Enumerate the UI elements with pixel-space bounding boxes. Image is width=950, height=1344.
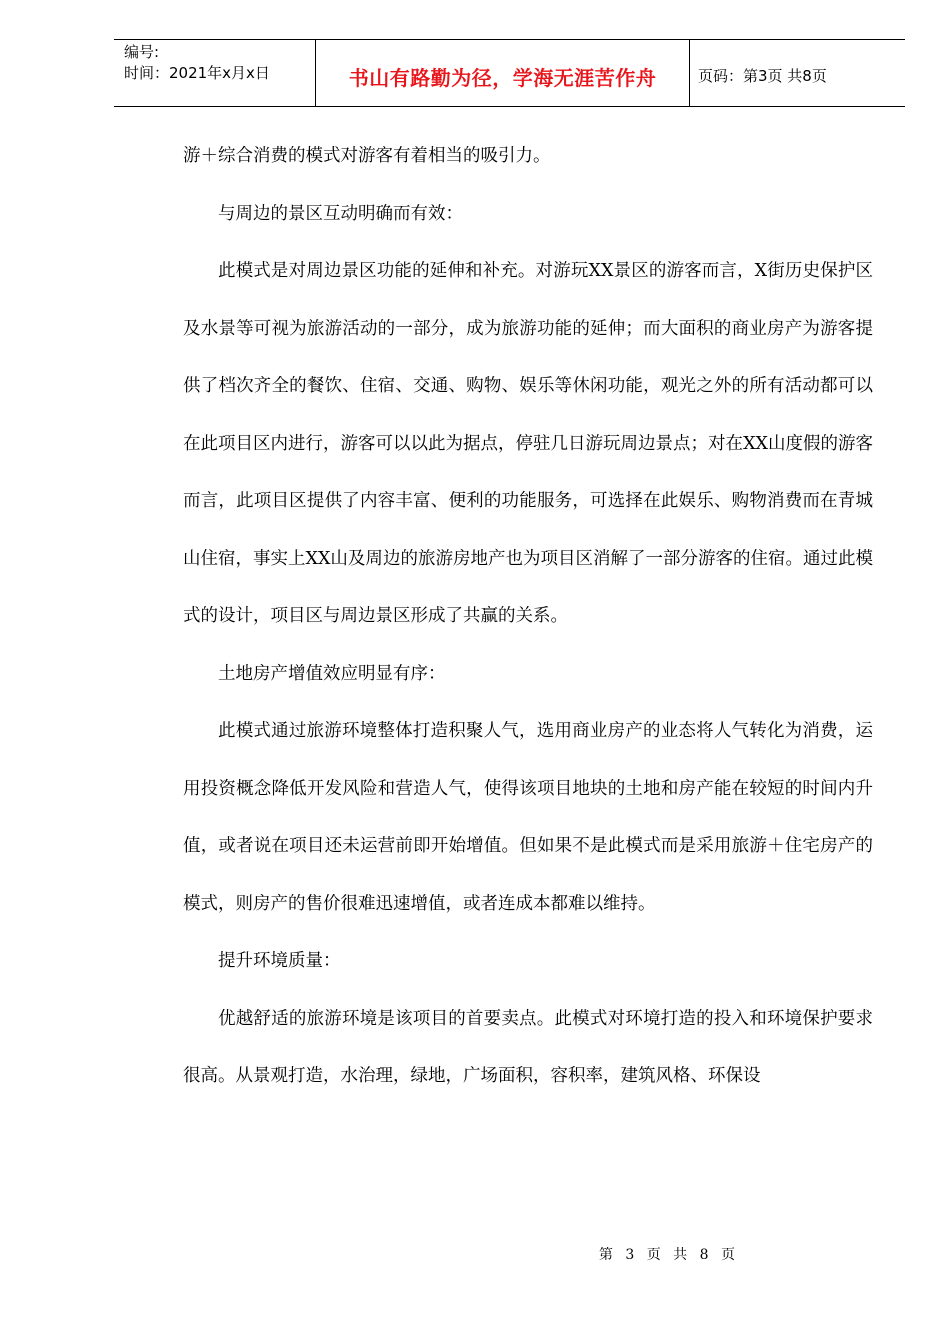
header-page-cell (690, 40, 905, 106)
paragraph-continuation: 游＋综合消费的模式对游客有着相当的吸引力。 (183, 146, 551, 166)
header-page-info: 页码：第3页 共8页 (698, 66, 827, 85)
document-body (183, 128, 873, 1106)
footer-page-number: 第 3 页 共 8 页 (598, 1247, 739, 1263)
header-motto-cell (316, 40, 690, 106)
motto-text: 书山有路勤为径，学海无涯苦作舟 (348, 65, 657, 90)
code-label: 编号: (124, 43, 160, 61)
paragraph-appreciation: 此模式通过旅游环境整体打造积聚人气，选用商业房产的业态将人气转化为消费，运用投资概念降低开发风险和营造人气，使得该项目地块的土地和房产能在较短的时间内升值，或者说在项目还未运营前即开始增值。但如果不是此模式而是采用旅游＋住宅房产的模式，则房产的售价很难迅速增值，或者连成本都难以维持。 (183, 721, 873, 914)
section-heading-interaction: 与周边的景区互动明确而有效： (218, 203, 463, 224)
section-heading-environment: 提升环境质量： (218, 951, 341, 971)
section-heading-appreciation: 土地房产增值效应明显有序： (218, 663, 446, 684)
time-label: 时间：2021年x月x日 (124, 64, 270, 82)
page-footer (0, 1244, 950, 1264)
paragraph-environment: 优越舒适的旅游环境是该项目的首要卖点。此模式对环境打造的投入和环境保护要求很高。从景观打造，水治理，绿地，广场面积，容积率，建筑风格、环保设 (183, 1008, 873, 1086)
paragraph-interaction: 此模式是对周边景区功能的延伸和补充。对游玩XX景区的游客而言，X街历史保护区及水景等可视为旅游活动的一部分，成为旅游功能的延伸；而大面积的商业房产为游客提供了档次齐全的餐饮、住宿、交通、购物、娱乐等休闲功能，观光之外的所有活动都可以在此项目区内进行，游客可以以此为据点，停驻几日游玩周边景点；对在XX山度假的游客而言，此项目区提供了内容丰富、便利的功能服务，可选择在此娱乐、购物消费而在青城山住宿，事实上XX山及周边的旅游房地产也为项目区消解了一部分游客的住宿。通过此模式的设计，项目区与周边景区形成了共赢的关系。 (183, 261, 873, 626)
page-header (114, 39, 905, 107)
header-meta-cell (114, 40, 316, 106)
